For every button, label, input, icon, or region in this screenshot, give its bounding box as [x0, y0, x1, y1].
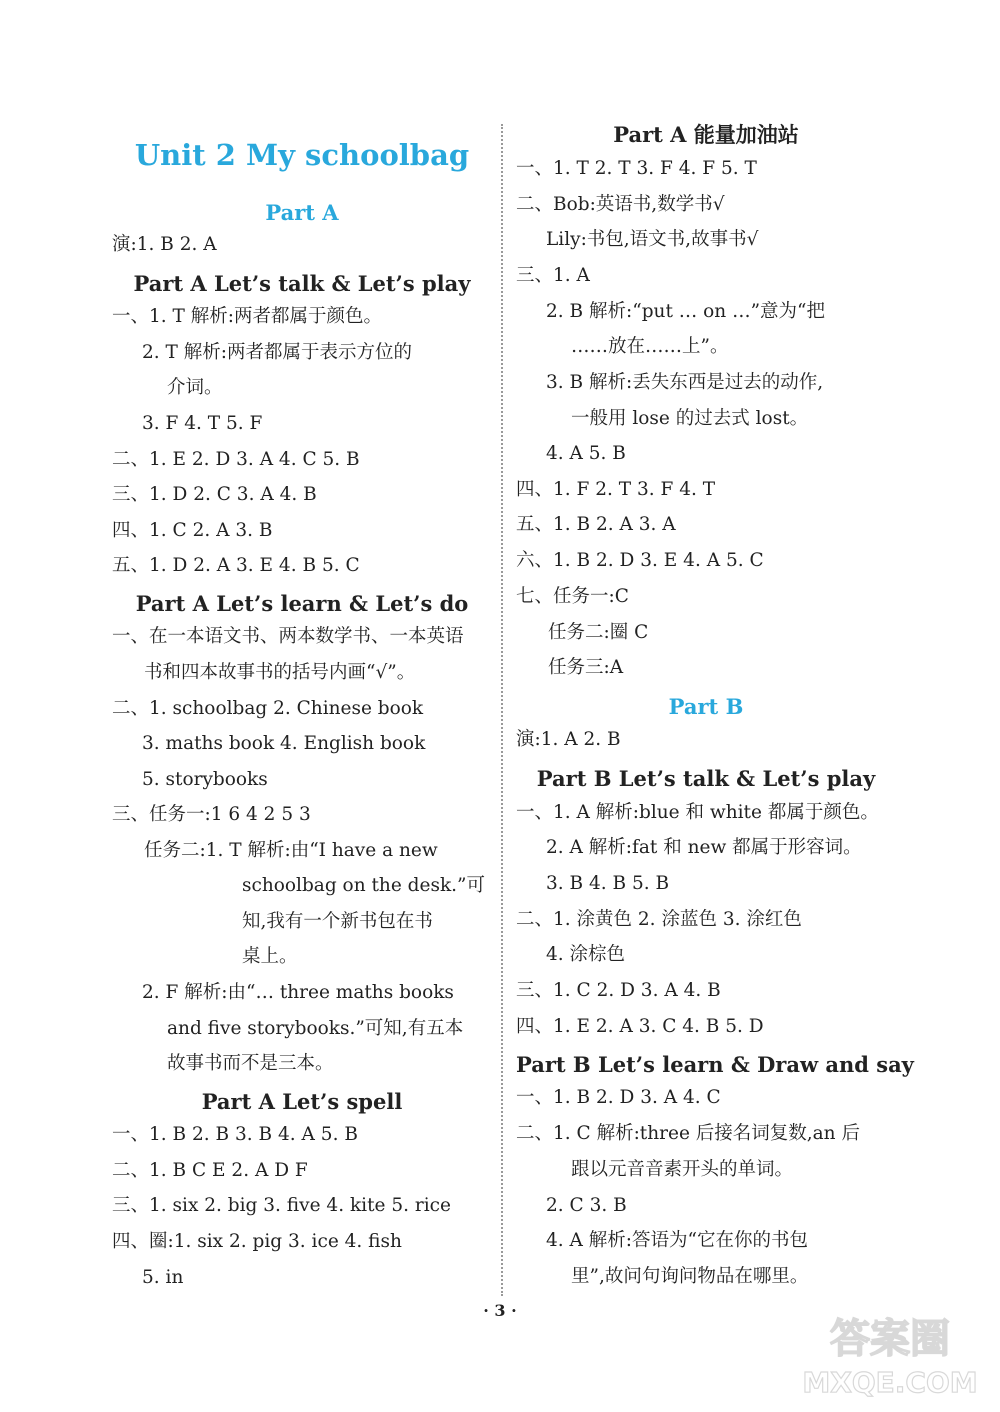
answer-line: 二、Bob:英语书,数学书√ — [516, 194, 725, 215]
answer-line: 2. T 解析:两者都属于表示方位的 — [142, 342, 412, 363]
answer-line: 里”,故问句询问物品在哪里。 — [571, 1266, 809, 1287]
answer-line: 演:1. A 2. B — [516, 729, 621, 750]
answer-line: 故事书而不是三本。 — [167, 1053, 334, 1074]
section-heading: Part B Let’s learn & Draw and say — [516, 1052, 914, 1077]
answer-line: 三、1. six 2. big 3. five 4. kite 5. rice — [112, 1195, 451, 1216]
answer-line: 一、1. T 解析:两者都属于颜色。 — [112, 306, 382, 327]
answer-line: 3. B 解析:丢失东西是过去的动作, — [546, 372, 824, 393]
answer-line: 一、1. B 2. D 3. A 4. C — [516, 1087, 721, 1108]
answer-line: 2. A 解析:fat 和 new 都属于形容词。 — [546, 837, 862, 858]
answer-line: 一、1. B 2. B 3. B 4. A 5. B — [112, 1124, 358, 1145]
answer-line: 三、任务一:1 6 4 2 5 3 — [112, 804, 311, 825]
section-heading: Part A Let’s spell — [201, 1089, 403, 1114]
section-heading: Part A Let’s talk & Let’s play — [133, 271, 471, 296]
answer-line: 四、1. E 2. A 3. C 4. B 5. D — [516, 1016, 764, 1037]
answer-line: 知,我有一个新书包在书 — [242, 911, 433, 932]
column-divider — [501, 124, 503, 1296]
section-part-b: Part B — [668, 694, 744, 719]
unit-title: Unit 2 My schoolbag — [134, 138, 470, 172]
answer-line: 4. A 解析:答语为“它在你的书包 — [546, 1230, 808, 1251]
answer-line: 一、1. A 解析:blue 和 white 都属于颜色。 — [516, 802, 879, 823]
answer-line: 2. C 3. B — [546, 1195, 627, 1216]
svg-text:答案圈: 答案圈 — [830, 1316, 950, 1362]
answer-line: 一、1. T 2. T 3. F 4. F 5. T — [516, 158, 757, 179]
answer-line: ……放在……上”。 — [571, 336, 729, 357]
answer-line: 四、1. C 2. A 3. B — [112, 520, 273, 541]
answer-line: 4. 涂棕色 — [546, 944, 626, 965]
page-number: · 3 · — [483, 1301, 517, 1320]
answer-line: 一、在一本语文书、两本数学书、一本英语 — [112, 626, 464, 647]
answer-line: 介词。 — [167, 377, 223, 398]
answer-line: 三、1. C 2. D 3. A 4. B — [516, 980, 721, 1001]
section-part-a: Part A — [265, 200, 339, 225]
answer-line: 二、1. B C E 2. A D F — [112, 1160, 308, 1181]
answer-line: and five storybooks.”可知,有五本 — [167, 1018, 464, 1039]
section-heading: Part A Let’s learn & Let’s do — [135, 591, 469, 616]
answer-line: 七、任务一:C — [516, 586, 629, 607]
answer-line: 二、1. E 2. D 3. A 4. C 5. B — [112, 449, 360, 470]
answer-line: 跟以元音音素开头的单词。 — [571, 1159, 794, 1180]
answer-line: 四、1. F 2. T 3. F 4. T — [516, 479, 716, 500]
answer-line: 四、圈:1. six 2. pig 3. ice 4. fish — [112, 1231, 402, 1252]
answer-line: 演:1. B 2. A — [112, 234, 217, 255]
answer-line: 3. maths book 4. English book — [142, 733, 426, 754]
answer-line: 2. F 解析:由“… three maths books — [142, 982, 454, 1003]
svg-text:MXQE.COM: MXQE.COM — [802, 1366, 978, 1399]
answer-line: 桌上。 — [242, 946, 298, 967]
answer-line: 六、1. B 2. D 3. E 4. A 5. C — [516, 550, 764, 571]
answer-line: 4. A 5. B — [546, 443, 626, 464]
answer-line: 2. B 解析:“put … on …”意为“把 — [546, 301, 825, 322]
answer-line: 三、1. D 2. C 3. A 4. B — [112, 484, 317, 505]
answer-line: 三、1. A — [516, 265, 590, 286]
answer-line: 任务二:圈 C — [548, 622, 649, 643]
answer-line: 一般用 lose 的过去式 lost。 — [571, 408, 809, 429]
section-heading: Part A 能量加油站 — [613, 122, 799, 147]
answer-line: 3. F 4. T 5. F — [142, 413, 263, 434]
answer-line: 任务二:1. T 解析:由“I have a new — [144, 840, 438, 861]
answer-line: 二、1. 涂黄色 2. 涂蓝色 3. 涂红色 — [516, 909, 802, 930]
answer-line: 5. in — [142, 1267, 184, 1288]
watermark-logo — [790, 1304, 990, 1404]
answer-line: 3. B 4. B 5. B — [546, 873, 670, 894]
answer-line: 五、1. D 2. A 3. E 4. B 5. C — [112, 555, 360, 576]
answer-line: 5. storybooks — [142, 769, 268, 790]
section-heading: Part B Let’s talk & Let’s play — [536, 766, 876, 791]
answer-line: 任务三:A — [548, 657, 624, 678]
answer-line: 书和四本故事书的括号内画“√”。 — [144, 662, 416, 683]
answer-line: 二、1. schoolbag 2. Chinese book — [112, 698, 424, 719]
answer-line: schoolbag on the desk.”可 — [242, 875, 486, 896]
answer-line: 五、1. B 2. A 3. A — [516, 514, 676, 535]
answer-line: Lily:书包,语文书,故事书√ — [546, 229, 759, 250]
answer-line: 二、1. C 解析:three 后接名词复数,an 后 — [516, 1123, 860, 1144]
